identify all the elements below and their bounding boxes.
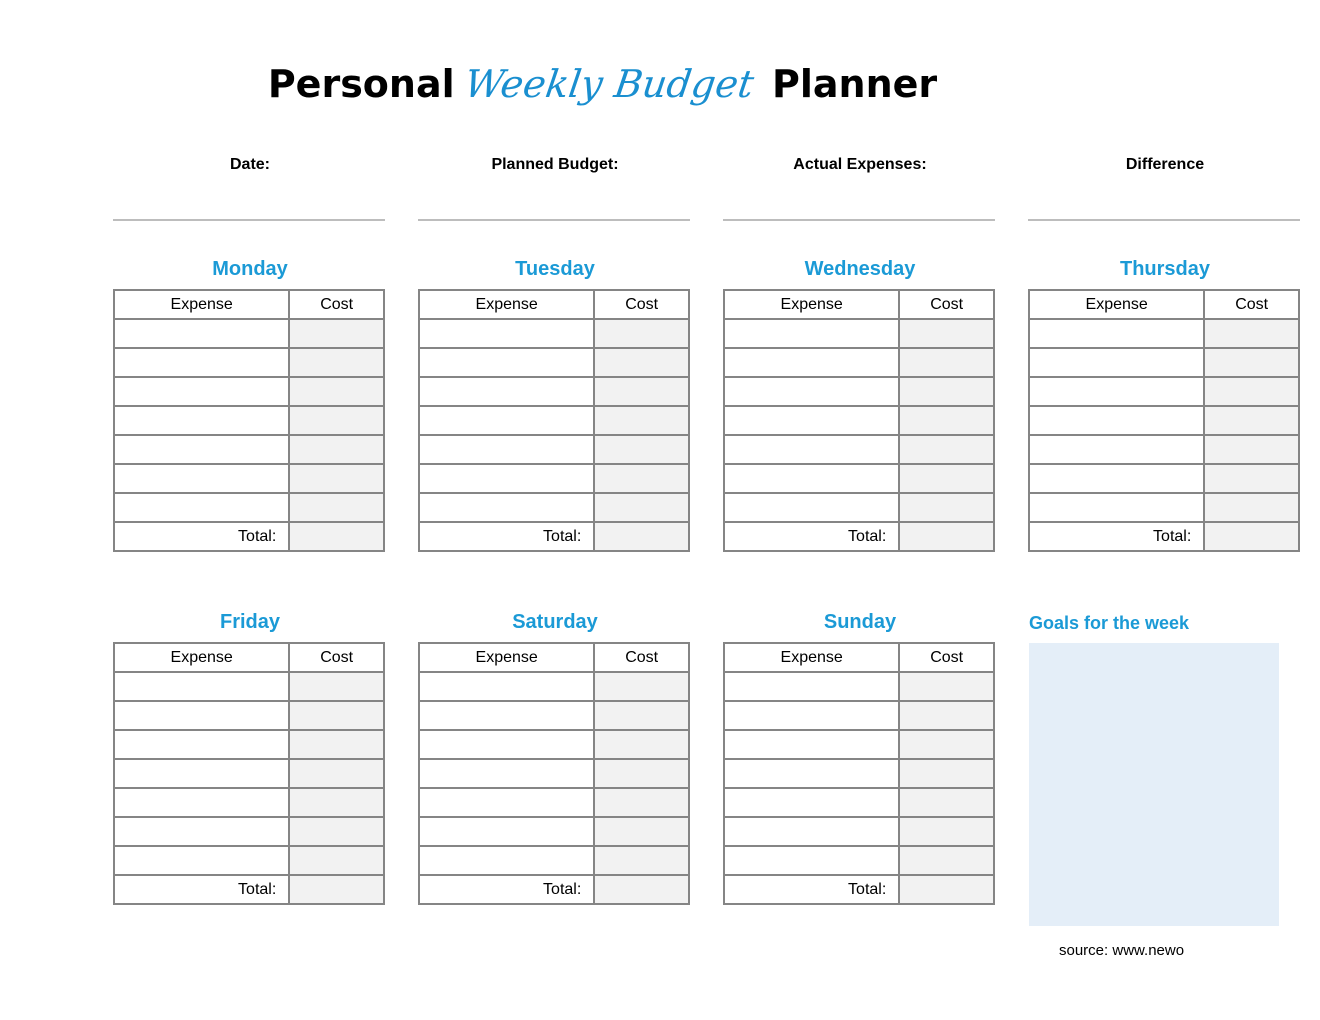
total-row <box>114 522 384 551</box>
cost-cell[interactable] <box>1204 464 1299 493</box>
expense-cell[interactable] <box>114 464 289 493</box>
table-row <box>114 319 384 348</box>
expense-cell[interactable] <box>1029 348 1204 377</box>
expense-cell[interactable] <box>724 730 899 759</box>
cost-cell[interactable] <box>289 464 384 493</box>
expense-cell[interactable] <box>114 377 289 406</box>
total-label: Total: <box>724 875 899 904</box>
cost-cell[interactable] <box>594 817 689 846</box>
expense-cell[interactable] <box>114 817 289 846</box>
total-cost-cell[interactable] <box>899 522 994 551</box>
table-row <box>419 464 689 493</box>
table-row <box>724 319 994 348</box>
expense-table-monday <box>113 289 385 552</box>
table-row <box>1029 435 1299 464</box>
expense-cell[interactable] <box>419 701 594 730</box>
title-personal: Personal <box>267 62 455 106</box>
expense-cell[interactable] <box>724 759 899 788</box>
cost-cell[interactable] <box>899 817 994 846</box>
difference-field[interactable] <box>1028 219 1300 221</box>
cost-cell[interactable] <box>1204 406 1299 435</box>
expense-cell[interactable] <box>724 406 899 435</box>
table-row <box>114 493 384 522</box>
expense-table-wednesday <box>723 289 995 552</box>
cost-cell[interactable] <box>1204 435 1299 464</box>
table-row <box>114 759 384 788</box>
table-row <box>724 701 994 730</box>
table-row <box>114 846 384 875</box>
table-header-row <box>114 290 384 319</box>
expense-cell[interactable] <box>419 348 594 377</box>
table-row <box>114 817 384 846</box>
cost-cell[interactable] <box>594 846 689 875</box>
cost-cell[interactable] <box>289 377 384 406</box>
expense-header: Expense <box>419 643 594 672</box>
expense-cell[interactable] <box>724 435 899 464</box>
cost-cell[interactable] <box>289 759 384 788</box>
expense-cell[interactable] <box>114 493 289 522</box>
table-header-row <box>419 643 689 672</box>
total-cost-cell[interactable] <box>594 522 689 551</box>
expense-table-saturday <box>418 642 690 905</box>
expense-cell[interactable] <box>1029 319 1204 348</box>
day-title-saturday: Saturday <box>512 611 598 633</box>
cost-cell[interactable] <box>899 759 994 788</box>
expense-cell[interactable] <box>114 672 289 701</box>
day-title-monday: Monday <box>212 258 288 280</box>
cost-cell[interactable] <box>594 788 689 817</box>
expense-cell[interactable] <box>114 730 289 759</box>
cost-cell[interactable] <box>899 730 994 759</box>
total-row <box>1029 522 1299 551</box>
cost-header: Cost <box>289 643 384 672</box>
expense-cell[interactable] <box>419 846 594 875</box>
table-row <box>1029 348 1299 377</box>
table-row <box>114 701 384 730</box>
expense-cell[interactable] <box>1029 435 1204 464</box>
actual-expenses-field[interactable] <box>723 219 995 221</box>
expense-cell[interactable] <box>419 672 594 701</box>
cost-cell[interactable] <box>594 319 689 348</box>
page-title <box>0 62 1205 106</box>
table-row <box>114 788 384 817</box>
expense-cell[interactable] <box>419 759 594 788</box>
expense-header: Expense <box>114 643 289 672</box>
expense-cell[interactable] <box>724 846 899 875</box>
total-cost-cell[interactable] <box>899 875 994 904</box>
table-row <box>114 435 384 464</box>
goals-title: Goals for the week <box>1029 613 1190 633</box>
total-label: Total: <box>114 875 289 904</box>
total-label: Total: <box>419 875 594 904</box>
cost-cell[interactable] <box>899 319 994 348</box>
expense-header: Expense <box>724 643 899 672</box>
cost-cell[interactable] <box>1204 319 1299 348</box>
table-header-row <box>1029 290 1299 319</box>
cost-cell[interactable] <box>594 464 689 493</box>
table-row <box>114 406 384 435</box>
table-row <box>419 672 689 701</box>
expense-cell[interactable] <box>114 319 289 348</box>
cost-cell[interactable] <box>594 377 689 406</box>
cost-header: Cost <box>289 290 384 319</box>
table-row <box>724 406 994 435</box>
expense-header: Expense <box>114 290 289 319</box>
expense-table-tuesday <box>418 289 690 552</box>
total-cost-cell[interactable] <box>594 875 689 904</box>
expense-table-friday <box>113 642 385 905</box>
table-row <box>724 817 994 846</box>
table-row <box>114 464 384 493</box>
table-row <box>419 846 689 875</box>
expense-cell[interactable] <box>114 701 289 730</box>
expense-cell[interactable] <box>724 817 899 846</box>
cost-cell[interactable] <box>899 701 994 730</box>
cost-cell[interactable] <box>289 672 384 701</box>
day-title-tuesday: Tuesday <box>515 258 595 280</box>
expense-cell[interactable] <box>114 406 289 435</box>
cost-cell[interactable] <box>289 701 384 730</box>
cost-cell[interactable] <box>594 672 689 701</box>
table-row <box>1029 406 1299 435</box>
cost-cell[interactable] <box>289 788 384 817</box>
table-row <box>114 377 384 406</box>
expense-cell[interactable] <box>114 759 289 788</box>
total-cost-cell[interactable] <box>1204 522 1299 551</box>
expense-cell[interactable] <box>724 377 899 406</box>
total-row <box>724 522 994 551</box>
actual-expenses-label: Actual Expenses: <box>793 156 927 173</box>
table-row <box>724 464 994 493</box>
table-row <box>419 377 689 406</box>
expense-cell[interactable] <box>724 464 899 493</box>
expense-cell[interactable] <box>419 493 594 522</box>
table-header-row <box>724 643 994 672</box>
cost-header: Cost <box>594 643 689 672</box>
expense-cell[interactable] <box>1029 464 1204 493</box>
table-row <box>724 788 994 817</box>
cost-cell[interactable] <box>1204 377 1299 406</box>
total-row <box>114 875 384 904</box>
cost-cell[interactable] <box>594 730 689 759</box>
cost-cell[interactable] <box>899 406 994 435</box>
title-planner: Planner <box>772 62 938 106</box>
day-title-sunday: Sunday <box>823 611 897 633</box>
day-title-thursday: Thursday <box>1119 258 1211 280</box>
cost-cell[interactable] <box>289 493 384 522</box>
cost-cell[interactable] <box>899 435 994 464</box>
table-row <box>1029 464 1299 493</box>
cost-header: Cost <box>899 643 994 672</box>
difference-label: Difference <box>1125 156 1205 173</box>
source-note: source: www.newo <box>1059 942 1185 959</box>
expense-cell[interactable] <box>724 788 899 817</box>
expense-cell[interactable] <box>724 701 899 730</box>
cost-cell[interactable] <box>594 701 689 730</box>
expense-cell[interactable] <box>114 846 289 875</box>
table-row <box>724 348 994 377</box>
table-row <box>419 730 689 759</box>
title-weekly-budget: Weekly Budget <box>462 62 757 106</box>
cost-cell[interactable] <box>289 435 384 464</box>
total-cost-cell[interactable] <box>289 875 384 904</box>
cost-cell[interactable] <box>289 817 384 846</box>
expense-cell[interactable] <box>419 730 594 759</box>
cost-cell[interactable] <box>594 348 689 377</box>
expense-cell[interactable] <box>114 348 289 377</box>
table-row <box>419 701 689 730</box>
expense-cell[interactable] <box>419 377 594 406</box>
planned-budget-label: Planned Budget: <box>491 156 619 173</box>
date-field[interactable] <box>113 219 385 221</box>
cost-cell[interactable] <box>899 377 994 406</box>
expense-cell[interactable] <box>724 319 899 348</box>
expense-cell[interactable] <box>1029 493 1204 522</box>
cost-cell[interactable] <box>1204 348 1299 377</box>
table-row <box>419 406 689 435</box>
expense-cell[interactable] <box>724 672 899 701</box>
table-row <box>419 348 689 377</box>
table-row <box>114 348 384 377</box>
total-row <box>724 875 994 904</box>
cost-header: Cost <box>899 290 994 319</box>
total-row <box>419 522 689 551</box>
cost-cell[interactable] <box>899 846 994 875</box>
table-row <box>724 377 994 406</box>
table-row <box>724 846 994 875</box>
expense-cell[interactable] <box>419 788 594 817</box>
cost-cell[interactable] <box>289 406 384 435</box>
total-row <box>419 875 689 904</box>
cost-cell[interactable] <box>594 759 689 788</box>
table-row <box>1029 493 1299 522</box>
total-label: Total: <box>724 522 899 551</box>
expense-header: Expense <box>1029 290 1204 319</box>
cost-header: Cost <box>1204 290 1299 319</box>
table-row <box>419 435 689 464</box>
expense-cell[interactable] <box>1029 406 1204 435</box>
table-row <box>114 730 384 759</box>
table-row <box>724 672 994 701</box>
date-label: Date: <box>229 156 270 173</box>
table-row <box>1029 377 1299 406</box>
expense-cell[interactable] <box>419 464 594 493</box>
cost-cell[interactable] <box>899 348 994 377</box>
table-row <box>724 493 994 522</box>
day-title-friday: Friday <box>219 611 281 633</box>
table-row <box>419 493 689 522</box>
table-row <box>419 319 689 348</box>
expense-cell[interactable] <box>1029 377 1204 406</box>
cost-cell[interactable] <box>289 348 384 377</box>
total-cost-cell[interactable] <box>289 522 384 551</box>
cost-cell[interactable] <box>289 319 384 348</box>
cost-cell[interactable] <box>594 493 689 522</box>
expense-table-sunday <box>723 642 995 905</box>
expense-cell[interactable] <box>724 348 899 377</box>
expense-cell[interactable] <box>419 406 594 435</box>
total-label: Total: <box>114 522 289 551</box>
day-title-wednesday: Wednesday <box>804 258 916 280</box>
table-header-row <box>419 290 689 319</box>
cost-cell[interactable] <box>289 730 384 759</box>
planned-budget-field[interactable] <box>418 219 690 221</box>
table-row <box>114 672 384 701</box>
cost-cell[interactable] <box>899 788 994 817</box>
table-row <box>724 435 994 464</box>
goals-box[interactable] <box>1029 643 1279 926</box>
cost-header: Cost <box>594 290 689 319</box>
expense-header: Expense <box>724 290 899 319</box>
expense-cell[interactable] <box>419 319 594 348</box>
expense-cell[interactable] <box>724 493 899 522</box>
cost-cell[interactable] <box>899 464 994 493</box>
table-header-row <box>724 290 994 319</box>
expense-table-thursday <box>1028 289 1300 552</box>
expense-cell[interactable] <box>114 435 289 464</box>
table-header-row <box>114 643 384 672</box>
table-row <box>419 759 689 788</box>
cost-cell[interactable] <box>289 846 384 875</box>
table-row <box>724 759 994 788</box>
total-label: Total: <box>419 522 594 551</box>
expense-cell[interactable] <box>419 817 594 846</box>
cost-cell[interactable] <box>594 406 689 435</box>
table-row <box>724 730 994 759</box>
table-row <box>419 817 689 846</box>
expense-cell[interactable] <box>114 788 289 817</box>
table-row <box>1029 319 1299 348</box>
total-label: Total: <box>1029 522 1204 551</box>
cost-cell[interactable] <box>594 435 689 464</box>
expense-header: Expense <box>419 290 594 319</box>
cost-cell[interactable] <box>899 672 994 701</box>
expense-cell[interactable] <box>419 435 594 464</box>
cost-cell[interactable] <box>1204 493 1299 522</box>
table-row <box>419 788 689 817</box>
cost-cell[interactable] <box>899 493 994 522</box>
